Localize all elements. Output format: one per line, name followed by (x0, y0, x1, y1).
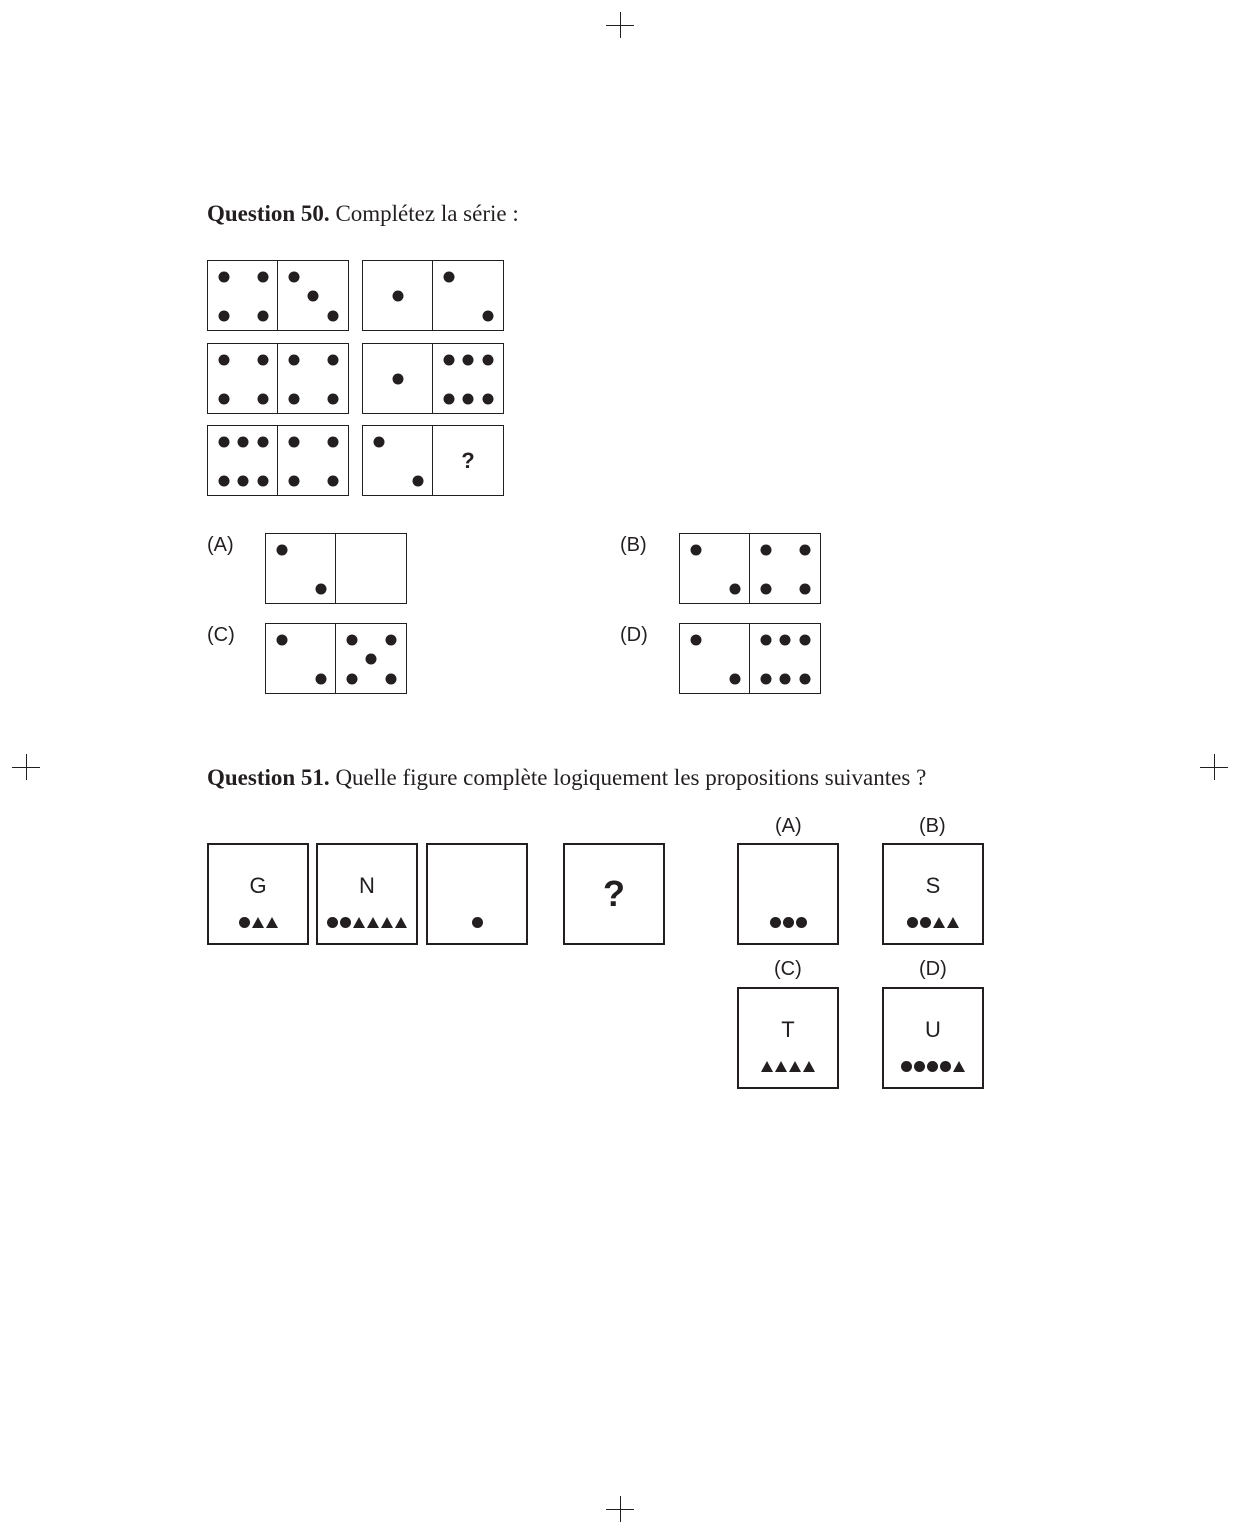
pip (219, 355, 230, 366)
domino-left-half (208, 344, 278, 413)
q51-option-a[interactable] (737, 843, 839, 945)
pip (328, 311, 339, 322)
figure-shapes (884, 915, 982, 929)
domino-right-half (336, 534, 406, 603)
figure-letter: U (925, 1017, 941, 1042)
question-51-title (207, 765, 926, 791)
domino-left-half (363, 344, 433, 413)
q51-option-b-label[interactable]: (B) (919, 815, 946, 837)
pip (219, 394, 230, 405)
q50-option-d-domino[interactable] (679, 623, 821, 694)
dot-icon (770, 917, 781, 928)
pip (780, 635, 791, 646)
pip (463, 355, 474, 366)
pip (800, 545, 811, 556)
triangle-icon (252, 917, 264, 928)
crop-mark-bottom (606, 1496, 634, 1522)
pip (444, 272, 455, 283)
pip (258, 355, 269, 366)
domino-r3-c2 (362, 425, 504, 496)
domino-left-half (266, 624, 336, 693)
dot-icon (914, 1061, 925, 1072)
q51-option-b[interactable] (882, 843, 984, 945)
crop-mark-left (12, 754, 40, 780)
domino-right-half (433, 261, 503, 330)
pip (238, 476, 249, 487)
pip (444, 394, 455, 405)
domino-r2-c1 (207, 343, 349, 414)
domino-right-half (336, 624, 406, 693)
domino-right-half (750, 624, 820, 693)
domino-left-half (363, 426, 433, 495)
q51-sequence-figure-1 (207, 843, 309, 945)
figure-letter: N (359, 873, 375, 898)
pip (413, 476, 424, 487)
q50-option-c-label[interactable]: (C) (207, 624, 235, 646)
figure-letter: T (781, 1017, 795, 1042)
pip (328, 476, 339, 487)
dot-icon (327, 917, 338, 928)
pip (366, 654, 377, 665)
triangle-icon (953, 1061, 965, 1072)
pip (347, 635, 358, 646)
pip (730, 674, 741, 685)
pip (308, 291, 319, 302)
q50-option-a-label[interactable]: (A) (207, 534, 234, 556)
dot-icon (796, 917, 807, 928)
pip (483, 355, 494, 366)
pip (483, 394, 494, 405)
pip (761, 635, 772, 646)
q51-sequence-figure-2 (316, 843, 418, 945)
pip (780, 674, 791, 685)
pip (328, 394, 339, 405)
triangle-icon (367, 917, 379, 928)
figure-shapes (739, 1059, 837, 1073)
q50-option-c-domino[interactable] (265, 623, 407, 694)
pip (463, 394, 474, 405)
domino-r1-c2 (362, 260, 504, 331)
crop-mark-top (606, 12, 634, 38)
question-50-number: Question 50. (207, 201, 330, 226)
pip (374, 437, 385, 448)
pip (761, 584, 772, 595)
triangle-icon (761, 1061, 773, 1072)
triangle-icon (789, 1061, 801, 1072)
pip (800, 674, 811, 685)
domino-r1-c1 (207, 260, 349, 331)
pip (219, 311, 230, 322)
question-50-text: Complétez la série : (335, 201, 519, 226)
pip (219, 272, 230, 283)
q51-option-d-label[interactable]: (D) (919, 958, 947, 980)
q51-option-c[interactable] (737, 987, 839, 1089)
pip (316, 584, 327, 595)
triangle-icon (803, 1061, 815, 1072)
pip (328, 355, 339, 366)
question-51-number: Question 51. (207, 765, 330, 790)
triangle-icon (933, 917, 945, 928)
pip (691, 635, 702, 646)
figure-shapes (428, 915, 526, 929)
pip (238, 437, 249, 448)
pip (219, 476, 230, 487)
dot-icon (901, 1061, 912, 1072)
q51-missing-figure (563, 843, 665, 945)
crop-mark-right (1200, 754, 1228, 780)
domino-right-half (750, 534, 820, 603)
dot-icon (907, 917, 918, 928)
figure-shapes (739, 915, 837, 929)
dot-icon (472, 917, 483, 928)
figure-shapes (209, 915, 307, 929)
pip (289, 272, 300, 283)
pip (258, 437, 269, 448)
pip (258, 272, 269, 283)
pip (258, 476, 269, 487)
dot-icon (239, 917, 250, 928)
pip (328, 437, 339, 448)
domino-left-half (208, 426, 278, 495)
triangle-icon (947, 917, 959, 928)
domino-left-half (208, 261, 278, 330)
pip (219, 437, 230, 448)
triangle-icon (395, 917, 407, 928)
pip (483, 311, 494, 322)
pip (258, 394, 269, 405)
domino-r2-c2 (362, 343, 504, 414)
dot-icon (340, 917, 351, 928)
domino-right-half (433, 426, 503, 495)
q51-option-c-label[interactable]: (C) (774, 958, 802, 980)
domino-left-half (266, 534, 336, 603)
pip (289, 394, 300, 405)
dot-icon (920, 917, 931, 928)
pip (289, 437, 300, 448)
pip (761, 545, 772, 556)
dot-icon (927, 1061, 938, 1072)
domino-right-half (278, 426, 348, 495)
figure-letter: S (925, 873, 941, 898)
triangle-icon (381, 917, 393, 928)
pip (277, 545, 288, 556)
dot-icon (783, 917, 794, 928)
q50-option-b-label[interactable]: (B) (620, 534, 647, 556)
q50-option-b-domino[interactable] (679, 533, 821, 604)
q51-option-a-label[interactable]: (A) (775, 815, 802, 837)
domino-right-half (433, 344, 503, 413)
question-mark: ? (603, 873, 625, 914)
pip (761, 674, 772, 685)
pip (258, 311, 269, 322)
domino-left-half (680, 534, 750, 603)
domino-right-half (278, 261, 348, 330)
domino-right-half (278, 344, 348, 413)
pip (800, 635, 811, 646)
figure-shapes (884, 1059, 982, 1073)
dot-icon (940, 1061, 951, 1072)
pip (347, 674, 358, 685)
triangle-icon (353, 917, 365, 928)
pip (386, 635, 397, 646)
domino-left-half (680, 624, 750, 693)
figure-shapes (318, 915, 416, 929)
pip (289, 355, 300, 366)
q50-option-d-label[interactable]: (D) (620, 624, 648, 646)
pip (691, 545, 702, 556)
domino-left-half (363, 261, 433, 330)
pip (277, 635, 288, 646)
question-50-title (207, 201, 519, 227)
domino-r3-c1 (207, 425, 349, 496)
question-mark: ? (461, 447, 475, 473)
figure-letter: G (249, 873, 267, 898)
pip (393, 374, 404, 385)
triangle-icon (775, 1061, 787, 1072)
pip (393, 291, 404, 302)
q50-option-a-domino[interactable] (265, 533, 407, 604)
pip (444, 355, 455, 366)
pip (289, 476, 300, 487)
pip (800, 584, 811, 595)
pip (316, 674, 327, 685)
triangle-icon (266, 917, 278, 928)
pip (730, 584, 741, 595)
q51-option-d[interactable] (882, 987, 984, 1089)
question-51-text: Quelle figure complète logiquement les propositions suivantes ? (335, 765, 927, 790)
pip (386, 674, 397, 685)
q51-sequence-figure-3 (426, 843, 528, 945)
